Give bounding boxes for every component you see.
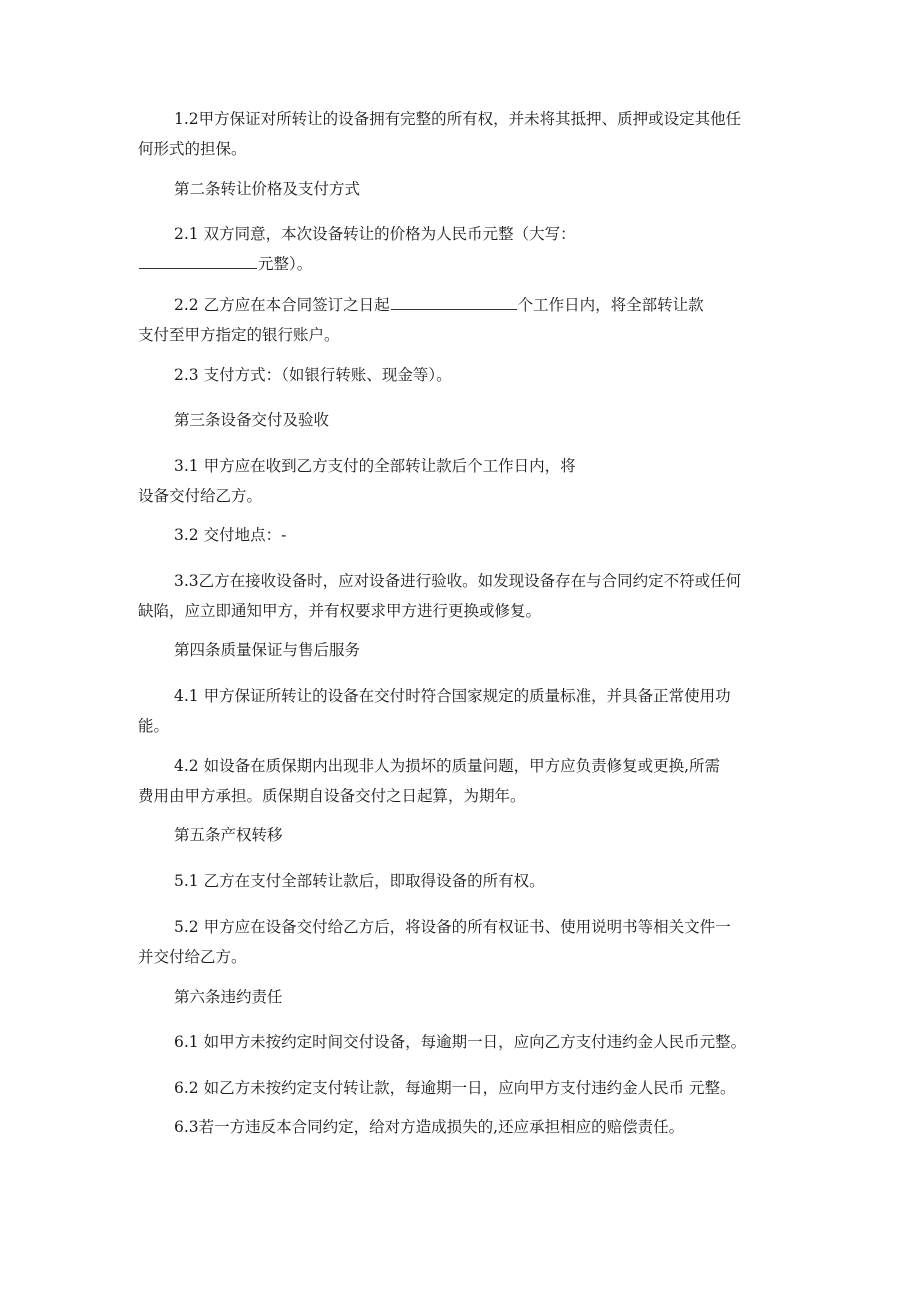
clause-2-2 (138, 290, 798, 350)
text-line: 4.2 如设备在质保期内出现非人为损坏的质量问题，甲方应负责修复或更换,所需 (174, 757, 721, 775)
text-line: 缺陷，应立即通知甲方，并有权要求甲方进行更换或修复。 (138, 602, 542, 620)
heading-text: 第四条质量保证与售后服务 (174, 641, 361, 659)
text-line (138, 249, 798, 279)
clause-5-2 (138, 912, 798, 972)
text-line: 1.2甲方保证对所转让的设备拥有完整的所有权，并未将其抵押、质押或设定其他任 (174, 110, 742, 128)
clause-2-1 (138, 219, 798, 279)
text-fragment: 个工作日内，将全部转让款 (517, 296, 704, 314)
text-line: 支付至甲方指定的银行账户。 (138, 326, 340, 344)
text-line: 6.1 如甲方未按约定时间交付设备，每逾期一日，应向乙方支付违约金人民币元整。 (174, 1033, 747, 1051)
clause-5-1 (138, 866, 798, 896)
clause-6-3 (138, 1112, 798, 1142)
text-line: 费用由甲方承担。质保期自设备交付之日起算，为期年。 (138, 787, 526, 805)
section-heading-2 (138, 174, 798, 204)
clause-3-2 (138, 520, 798, 550)
text-line: 何形式的担保。 (138, 140, 247, 158)
text-line: 3.2 交付地点：- (174, 526, 287, 544)
section-heading-4 (138, 635, 798, 665)
heading-text: 第六条违约责任 (174, 988, 283, 1006)
text-line: 5.1 乙方在支付全部转让款后，即取得设备的所有权。 (174, 872, 545, 890)
text-line (138, 290, 798, 320)
clause-6-2 (138, 1073, 798, 1103)
clause-3-1 (138, 451, 798, 511)
text-line: 6.2 如乙方未按约定支付转让款，每逾期一日，应向甲方支付违约金人民币 元整。 (174, 1079, 736, 1097)
text-line: 2.1 双方同意，本次设备转让的价格为人民币元整（大写： (174, 225, 576, 243)
text-line: 并交付给乙方。 (138, 948, 247, 966)
section-heading-5 (138, 820, 798, 850)
clause-4-1 (138, 681, 798, 741)
clause-1-2 (138, 104, 798, 164)
text-line: 能。 (138, 717, 170, 735)
clause-3-3 (138, 566, 798, 626)
text-fragment: 元整）。 (258, 255, 313, 273)
text-line: 设备交付给乙方。 (138, 487, 263, 505)
text-line: 3.1 甲方应在收到乙方支付的全部转让款后个工作日内，将 (174, 457, 576, 475)
heading-text: 第二条转让价格及支付方式 (174, 180, 361, 198)
section-heading-6 (138, 982, 798, 1012)
text-line: 5.2 甲方应在设备交付给乙方后，将设备的所有权证书、使用说明书等相关文件一 (174, 918, 731, 936)
heading-text: 第三条设备交付及验收 (174, 411, 330, 429)
text-line: 3.3乙方在接收设备时，应对设备进行验收。如发现设备存在与合同约定不符或任何 (174, 572, 742, 590)
text-fragment: 2.2 乙方应在本合同签订之日起 (174, 296, 390, 314)
text-line: 6.3若一方违反本合同约定，给对方造成损失的,还应承担相应的赔偿责任。 (174, 1118, 685, 1136)
fill-in-blank (391, 291, 517, 310)
clause-4-2 (138, 751, 798, 811)
text-line: 2.3 支付方式：（如银行转账、现金等）。 (174, 366, 452, 384)
clause-6-1 (138, 1027, 798, 1057)
text-line: 4.1 甲方保证所转让的设备在交付时符合国家规定的质量标准，并具备正常使用功 (174, 687, 731, 705)
clause-2-3 (138, 360, 798, 390)
section-heading-3 (138, 405, 798, 435)
heading-text: 第五条产权转移 (174, 826, 283, 844)
fill-in-blank (139, 250, 257, 269)
